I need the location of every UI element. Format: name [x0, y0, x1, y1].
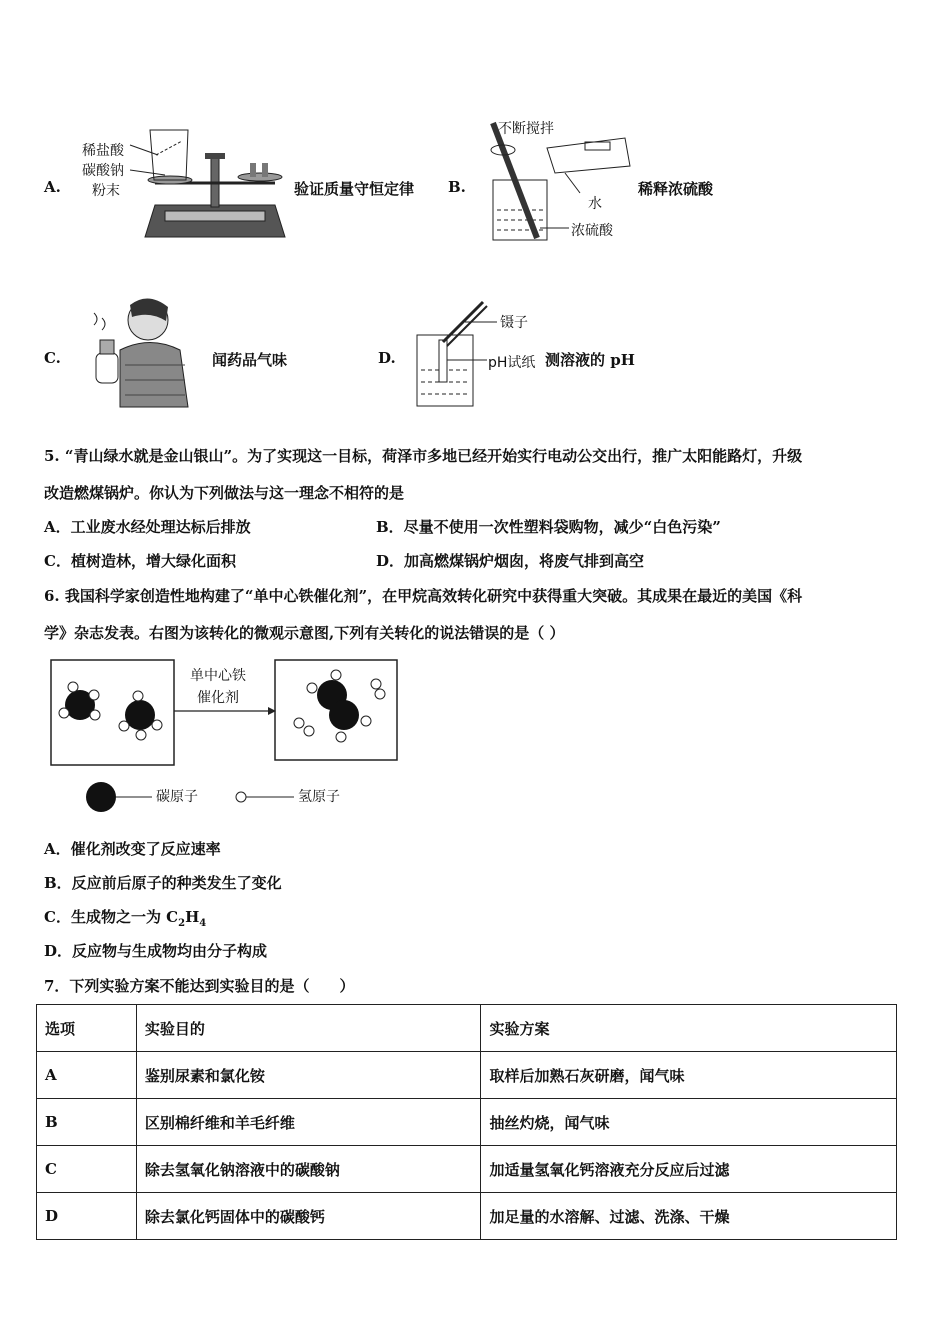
q6-option-b: B．反应前后原子的种类发生了变化	[44, 874, 282, 892]
header-purpose: 实验目的	[136, 1005, 481, 1052]
option-b-text: 稀释浓硫酸	[638, 180, 714, 198]
row-plan: 抽丝灼烧，闻气味	[481, 1099, 897, 1146]
row-plan: 加足量的水溶解、过滤、洗涤、干燥	[481, 1193, 897, 1240]
row-option: B	[37, 1099, 137, 1146]
row-plan: 加适量氢氧化钙溶液充分反应后过滤	[481, 1146, 897, 1193]
option-c-text: 闻药品气味	[212, 351, 288, 369]
reactant-carbon-2	[125, 700, 155, 730]
q6-option-d: D．反应物与生成物均由分子构成	[44, 942, 268, 960]
q7-question: 7．下列实验方案不能达到实验目的是（ ）	[44, 977, 355, 995]
table-row	[37, 1099, 897, 1146]
option-d-letter: D.	[378, 349, 396, 367]
row-purpose: 区别棉纤维和羊毛纤维	[136, 1099, 481, 1146]
option-d-text: 测溶液的 pH	[545, 351, 635, 369]
label-dilute-hcl: 稀盐酸	[82, 143, 124, 159]
label-tweezers: 镊子	[500, 315, 528, 331]
option-b-letter: B.	[448, 178, 466, 196]
arrow-label-line2: 催化剂	[197, 690, 239, 706]
label-conc-sulfuric: 浓硫酸	[571, 223, 613, 239]
q5-line2: 改造燃煤锅炉。你认为下列做法与这一理念不相符的是	[44, 484, 405, 502]
label-ph-paper: pH试纸	[488, 355, 536, 371]
header-option: 选项	[37, 1005, 137, 1052]
table-header-row	[37, 1005, 897, 1052]
label-keep-stirring: 不断搅拌	[498, 121, 554, 137]
product-carbon-2	[329, 700, 359, 730]
option-a-letter: A.	[44, 178, 61, 196]
header-plan: 实验方案	[481, 1005, 897, 1052]
smelling-figure	[80, 295, 190, 410]
q5-option-a: A．工业废水经处理达标后排放	[44, 518, 251, 536]
q5-option-d: D．加高燃煤锅炉烟囱，将废气排到高空	[376, 552, 645, 570]
q6-option-c: C．生成物之一为 $C_2H_4$	[44, 908, 207, 929]
q6-option-a: A．催化剂改变了反应速率	[44, 840, 221, 858]
q6-line1: 6. 我国科学家创造性地构建了“单中心铁催化剂”，在甲烷高效转化研究中获得重大突破。其成果在最近的美国《科	[44, 587, 803, 605]
label-water: 水	[588, 196, 602, 212]
legend-carbon-atom: 碳原子	[156, 789, 198, 805]
q5-option-c: C．植树造林，增大绿化面积	[44, 552, 236, 570]
row-purpose: 除去氯化钙固体中的碳酸钙	[136, 1193, 481, 1240]
row-plan: 取样后加熟石灰研磨，闻气味	[481, 1052, 897, 1099]
label-sodium-carbonate: 碳酸钠	[82, 163, 124, 179]
row-option: A	[37, 1052, 137, 1099]
row-option: D	[37, 1193, 137, 1240]
legend-hydrogen-atom: 氢原子	[298, 789, 340, 805]
arrow-label-line1: 单中心铁	[190, 668, 246, 684]
table-row	[37, 1146, 897, 1193]
q6-line2: 学》杂志发表。右图为该转化的微观示意图,下列有关转化的说法错误的是（ ）	[44, 624, 565, 642]
option-c-letter: C.	[44, 349, 61, 367]
table-row	[37, 1193, 897, 1240]
row-purpose: 鉴别尿素和氯化铵	[136, 1052, 481, 1099]
q5-option-b: B．尽量不使用一次性塑料袋购物，减少“白色污染”	[376, 518, 721, 536]
label-powder: 粉末	[92, 183, 120, 199]
row-purpose: 除去氢氧化钠溶液中的碳酸钠	[136, 1146, 481, 1193]
table-row	[37, 1052, 897, 1099]
option-a-text: 验证质量守恒定律	[294, 180, 415, 198]
q5-line1: 5. “青山绿水就是金山银山”。为了实现这一目标，荷泽市多地已经开始实行电动公交出行，推广太阳能路灯，升级	[44, 447, 803, 465]
q7-table	[36, 1004, 897, 1240]
row-option: C	[37, 1146, 137, 1193]
